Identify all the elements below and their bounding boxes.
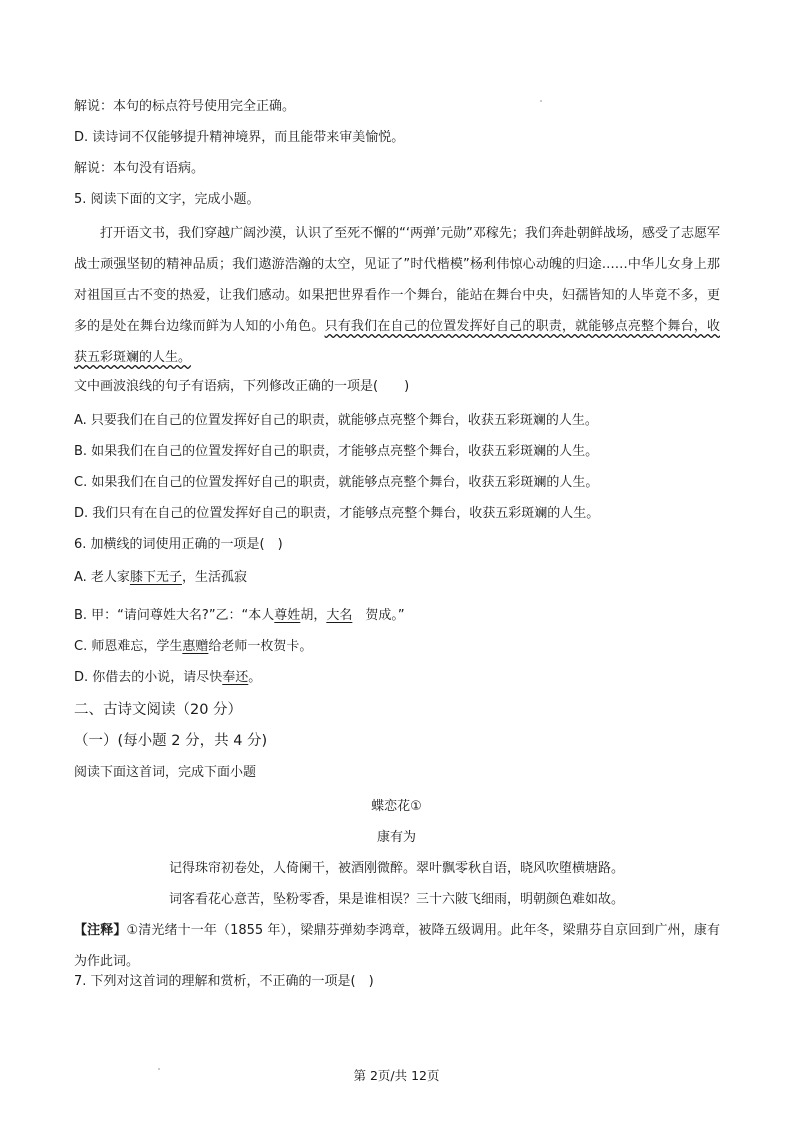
text: B. 甲：“请问尊姓大名?”乙：“本人 bbox=[74, 608, 275, 623]
reading-passage bbox=[74, 218, 720, 373]
underlined-word: 膝下无子 bbox=[129, 570, 182, 585]
question-5-stem: 文中画波浪线的句子有语病，下列修改正确的一项是( ) bbox=[74, 379, 410, 394]
passage-text: 打开语文书，我们穿越广阔沙漠，认识了至死不懈的“‘两弹’元勋”邓稼先；我们奔赴朝鲜战场，感受了志愿军战士顽强坚韧的精神品质；我们遨游浩瀚的太空，见证了”时代楷模”杨利伟惊心动魄的归途……中华儿女身上那对祖国亘古不变的热爱，让我们感动。如果把世界看作一个舞台，能站在舞台中央，妇孺皆知的人毕竟不多，更多的是处在舞台边缘而鲜为人知的小角色。 bbox=[74, 226, 720, 334]
text: 。 bbox=[248, 670, 262, 685]
q6-option-c bbox=[74, 637, 312, 657]
q6-option-a bbox=[74, 568, 247, 588]
underlined-word: 惠赠 bbox=[182, 639, 209, 654]
poem-line: 记得珠帘初卷处，人倚阑干，被酒刚微醉。翠叶飘零秋自语，晓风吹堕横塘路。 bbox=[168, 861, 624, 876]
option-b: B. 如果我们在自己的位置发挥好自己的职责，才能够点亮整个舞台，收获五彩斑斓的人生。 bbox=[74, 444, 599, 459]
explanation-line: 解说：本句的标点符号使用完全正确。 bbox=[74, 99, 296, 114]
underlined-word: 尊姓 bbox=[274, 608, 301, 623]
text: 贺成。” bbox=[352, 608, 405, 623]
text: A. 老人家 bbox=[74, 570, 130, 585]
text: 给老师一枚贺卡。 bbox=[208, 639, 313, 654]
page-footer: 第 2页/共 12页 bbox=[353, 1068, 440, 1083]
text: D. 你借去的小说，请尽快 bbox=[74, 670, 223, 685]
annotation bbox=[74, 915, 720, 977]
section-2-intro: 阅读下面这首词，完成下面小题 bbox=[74, 765, 257, 780]
explanation-line: 解说：本句没有语病。 bbox=[74, 161, 205, 176]
wavy-sentence: 只有我们在自己的位置发挥好自己的职责，就能够点亮整个舞台，收获五彩斑斓的人生。 bbox=[74, 319, 720, 365]
section-2-title: 二、古诗文阅读（20 分） bbox=[74, 702, 243, 718]
annotation-text: ①清光绪十一年（1855 年），梁鼎芬弹劾李鸿章，被降五级调用。此年冬，梁鼎芬自京回到广州，康有为作此词。 bbox=[74, 923, 720, 969]
question-6-stem: 6. 加横线的词使用正确的一项是( ) bbox=[74, 537, 283, 552]
question-7-stem: 7. 下列对这首词的理解和赏析，不正确的一项是( ) bbox=[74, 974, 374, 989]
scan-speck bbox=[158, 1068, 160, 1070]
option-a: A. 只要我们在自己的位置发挥好自己的职责，就能够点亮整个舞台，收获五彩斑斓的人生。 bbox=[74, 413, 598, 428]
poem-line: 词客看花心意苦，坠粉零香，果是谁相误？三十六陂飞细雨，明朝颜色难如故。 bbox=[168, 892, 624, 907]
q6-option-d bbox=[74, 668, 261, 688]
option-d-line: D. 读诗词不仅能够提升精神境界，而且能带来审美愉悦。 bbox=[74, 130, 405, 145]
text: ，生活孤寂 bbox=[181, 570, 247, 585]
underlined-word: 大名 bbox=[326, 608, 353, 623]
q6-option-b bbox=[74, 606, 405, 626]
annotation-label: 【注释】 bbox=[74, 923, 127, 938]
scan-speck bbox=[540, 100, 542, 102]
text: 胡， bbox=[300, 608, 327, 623]
poem-author: 康有为 bbox=[376, 830, 416, 845]
option-c: C. 如果我们在自己的位置发挥好自己的职责，就能够点亮整个舞台，收获五彩斑斓的人生。 bbox=[74, 475, 599, 490]
text: C. 师恩难忘，学生 bbox=[74, 639, 183, 654]
underlined-word: 奉还 bbox=[222, 670, 249, 685]
section-2-subtitle: （一）(每小题 2 分，共 4 分) bbox=[74, 733, 268, 749]
poem-title: 蝶恋花① bbox=[371, 799, 422, 814]
question-5-title: 5. 阅读下面的文字，完成小题。 bbox=[74, 192, 260, 207]
option-d: D. 我们只有在自己的位置发挥好自己的职责，才能够点亮整个舞台，收获五彩斑斓的人生。 bbox=[74, 506, 600, 521]
